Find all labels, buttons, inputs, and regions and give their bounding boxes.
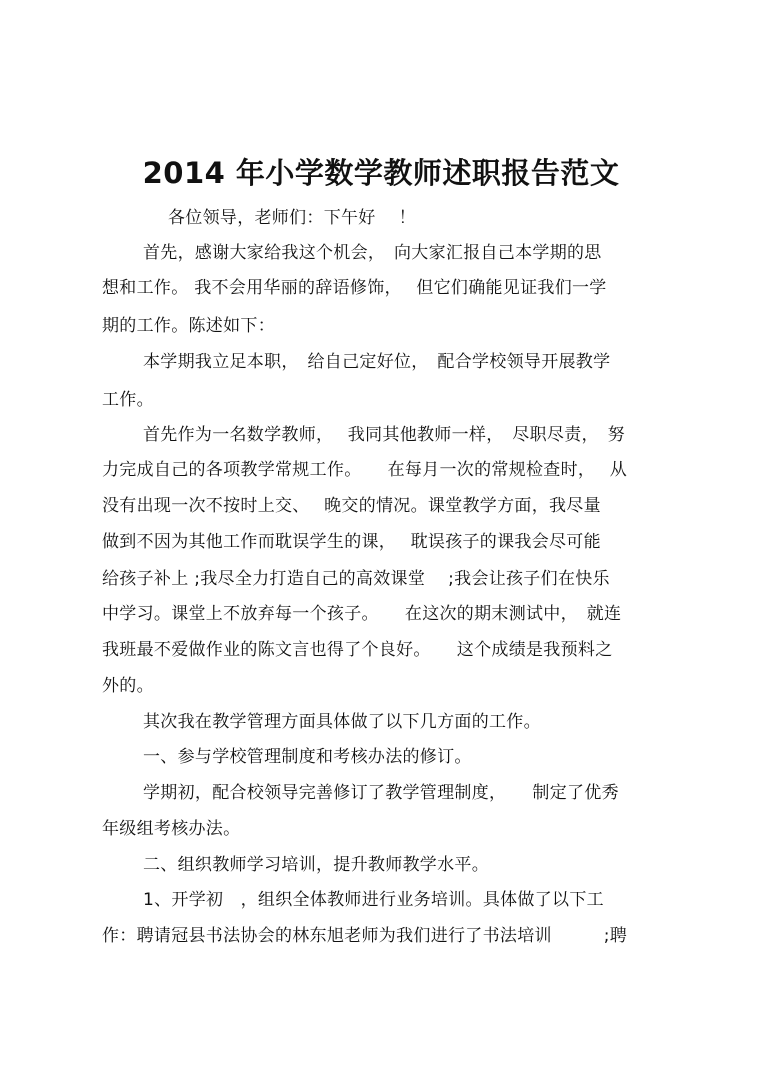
paragraph-line: 想和工作。 我不会用华丽的辞语修饰， 但它们确能见证我们一学: [102, 278, 607, 298]
paragraph-line: 中学习。课堂上不放弃每一个孩子。 在这次的期末测试中， 就连: [102, 604, 622, 624]
paragraph-line: 年级组考核办法。: [102, 819, 241, 839]
paragraph-line: 作：聘请冠县书法协会的林东旭老师为我们进行了书法培训 ;聘: [102, 926, 628, 946]
paragraph-line: 工作。: [102, 390, 154, 410]
paragraph-line: 其次我在教学管理方面具体做了以下几方面的工作。: [143, 712, 541, 732]
paragraph-line: 做到不因为其他工作而耽误学生的课， 耽误孩子的课我会尽可能: [102, 532, 601, 552]
paragraph-line: 期的工作。陈述如下：: [102, 316, 275, 336]
paragraph-line: 我班最不爱做作业的陈文言也得了个良好。 这个成绩是我预料之: [102, 640, 613, 660]
paragraph-line: 一、参与学校管理制度和考核办法的修订。: [143, 747, 472, 767]
paragraph-line: 力完成自己的各项教学常规工作。 在每月一次的常规检查时， 从: [102, 460, 628, 480]
paragraph-line: 二、组织教师学习培训，提升教师教学水平。: [143, 855, 489, 875]
paragraph-line: 给孩子补上 ;我尽全力打造自己的高效课堂 ;我会让孩子们在快乐: [102, 569, 610, 589]
paragraph-line: 1、开学初 ，组织全体教师进行业务培训。具体做了以下工: [143, 890, 604, 910]
paragraph-line: 没有出现一次不按时上交、 晚交的情况。课堂教学方面，我尽量: [102, 496, 601, 516]
paragraph-line: 学期初，配合校领导完善修订了教学管理制度， 制定了优秀: [143, 783, 619, 803]
paragraph-line: 外的。: [102, 676, 154, 696]
paragraph-line: 各位领导，老师们：下午好 ！: [168, 208, 416, 228]
paragraph-line: 首先作为一名数学教师， 我同其他教师一样， 尽职尽责， 努: [143, 425, 625, 445]
document-title: 2014 年小学数学教师述职报告范文: [142, 156, 620, 190]
paragraph-line: 本学期我立足本职， 给自己定好位， 配合学校领导开展教学: [143, 352, 611, 372]
paragraph-line: 首先，感谢大家给我这个机会， 向大家汇报自己本学期的思: [143, 243, 602, 263]
